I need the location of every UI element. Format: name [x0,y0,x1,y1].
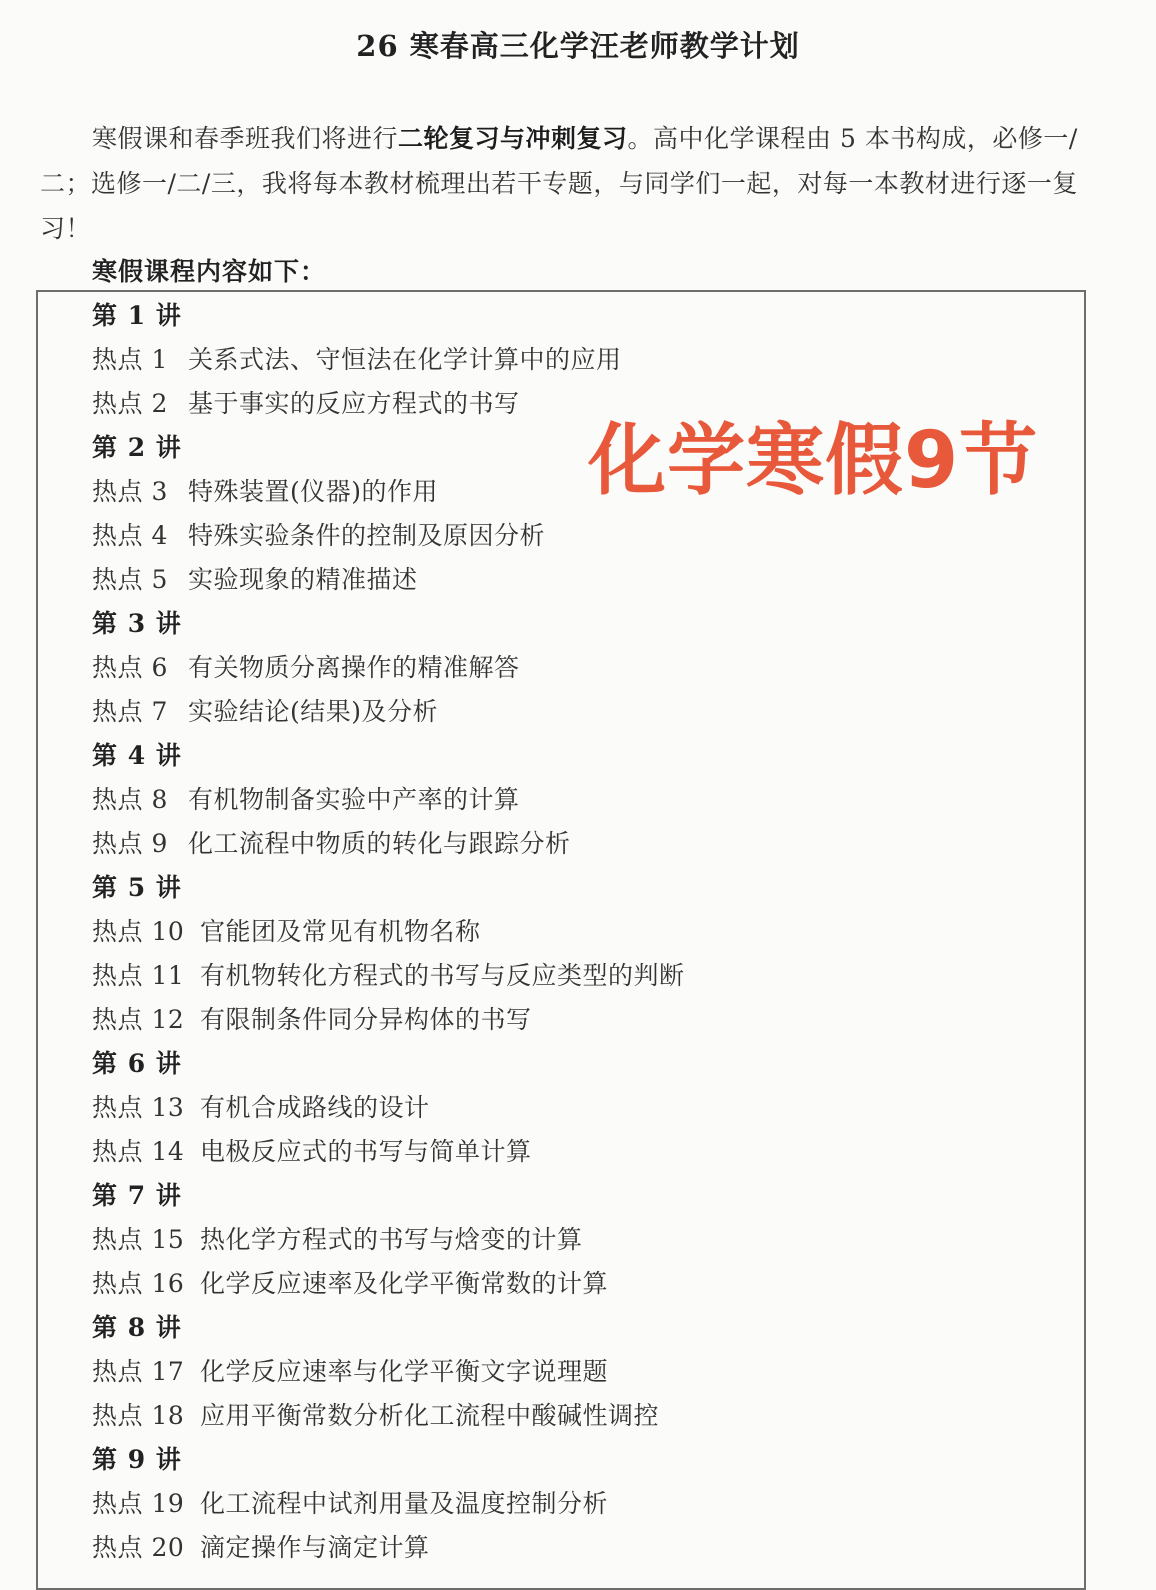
hotspot-text: 化工流程中物质的转化与跟踪分析 [188,829,571,858]
hotspot-text: 实验现象的精准描述 [188,565,418,594]
hotspot-text: 基于事实的反应方程式的书写 [188,389,520,418]
hotspot-item [92,910,992,954]
hotspot-label: 热点 20 [92,1533,185,1562]
lecture-7 [92,1174,992,1306]
hotspot-label: 热点 8 [92,785,168,814]
lecture-title: 第 6 讲 [92,1049,182,1078]
hotspot-item [92,1218,992,1262]
hotspot-item [92,1394,992,1438]
hotspot-text: 滴定操作与滴定计算 [200,1533,430,1562]
hotspot-item [92,646,992,690]
lecture-title: 第 1 讲 [92,301,182,330]
hotspot-label: 热点 6 [92,653,168,682]
lecture-5 [92,866,992,1042]
intro-text-start: 寒假课和春季班我们将进行 [92,124,399,153]
hotspot-text: 实验结论(结果)及分析 [188,697,439,726]
lecture-title: 第 9 讲 [92,1445,182,1474]
hotspot-text: 有机合成路线的设计 [200,1093,430,1122]
lecture-title: 第 2 讲 [92,433,182,462]
lecture-title: 第 4 讲 [92,741,182,770]
hotspot-label: 热点 10 [92,917,185,946]
hotspot-text: 有限制条件同分异构体的书写 [200,1005,532,1034]
hotspot-item [92,338,992,382]
hotspot-text: 特殊装置(仪器)的作用 [188,477,439,506]
lecture-8 [92,1306,992,1438]
hotspot-item [92,778,992,822]
hotspot-label: 热点 16 [92,1269,185,1298]
lecture-title: 第 5 讲 [92,873,182,902]
hotspot-text: 关系式法、守恒法在化学计算中的应用 [188,345,622,374]
hotspot-item [92,998,992,1042]
hotspot-item [92,558,992,602]
hotspot-text: 化学反应速率及化学平衡常数的计算 [200,1269,609,1298]
hotspot-text: 化工流程中试剂用量及温度控制分析 [200,1489,609,1518]
hotspot-label: 热点 7 [92,697,168,726]
hotspot-item [92,1130,992,1174]
hotspot-label: 热点 12 [92,1005,185,1034]
intro-bold-text: 二轮复习与冲刺复习 [398,124,628,153]
hotspot-label: 热点 18 [92,1401,185,1430]
hotspot-item [92,1526,992,1570]
overlay-caption: 化学寒假9节 [588,416,1039,506]
hotspot-text: 电极反应式的书写与简单计算 [200,1137,532,1166]
hotspot-text: 应用平衡常数分析化工流程中酸碱性调控 [200,1401,660,1430]
document-title: 26 寒春高三化学汪老师教学计划 [356,29,800,63]
lecture-3 [92,602,992,734]
hotspot-text: 化学反应速率与化学平衡文字说理题 [200,1357,609,1386]
lecture-title: 第 7 讲 [92,1181,182,1210]
hotspot-text: 有机物转化方程式的书写与反应类型的判断 [200,961,685,990]
hotspot-label: 热点 17 [92,1357,185,1386]
hotspot-label: 热点 9 [92,829,168,858]
hotspot-label: 热点 15 [92,1225,185,1254]
hotspot-item [92,954,992,998]
hotspot-label: 热点 13 [92,1093,185,1122]
hotspot-item [92,822,992,866]
hotspot-label: 热点 14 [92,1137,185,1166]
hotspot-item [92,1086,992,1130]
lecture-9 [92,1438,992,1570]
hotspot-label: 热点 3 [92,477,168,506]
hotspot-item [92,1262,992,1306]
hotspot-label: 热点 4 [92,521,168,550]
lecture-title: 第 8 讲 [92,1313,182,1342]
hotspot-item [92,1482,992,1526]
hotspot-text: 官能团及常见有机物名称 [200,917,481,946]
hotspot-text: 特殊实验条件的控制及原因分析 [188,521,546,550]
lecture-6 [92,1042,992,1174]
intro-text-end: 。高中化学课程由 5 本书构成，必修一/二；选修一/二/三，我将每本教材梳理出若干专题，与同学们一起，对每一本教材进行逐一复习！ [40,124,1078,243]
lecture-title: 第 3 讲 [92,609,182,638]
hotspot-text: 有机物制备实验中产率的计算 [188,785,520,814]
course-heading: 寒假课程内容如下： [92,257,327,286]
hotspot-label: 热点 11 [92,961,185,990]
hotspot-label: 热点 5 [92,565,168,594]
hotspot-item [92,1350,992,1394]
hotspot-label: 热点 2 [92,389,168,418]
intro-paragraph [40,116,1100,251]
hotspot-item [92,514,992,558]
hotspot-item [92,690,992,734]
hotspot-text: 有关物质分离操作的精准解答 [188,653,520,682]
lecture-4 [92,734,992,866]
hotspot-text: 热化学方程式的书写与焓变的计算 [200,1225,583,1254]
hotspot-label: 热点 1 [92,345,168,374]
hotspot-label: 热点 19 [92,1489,185,1518]
